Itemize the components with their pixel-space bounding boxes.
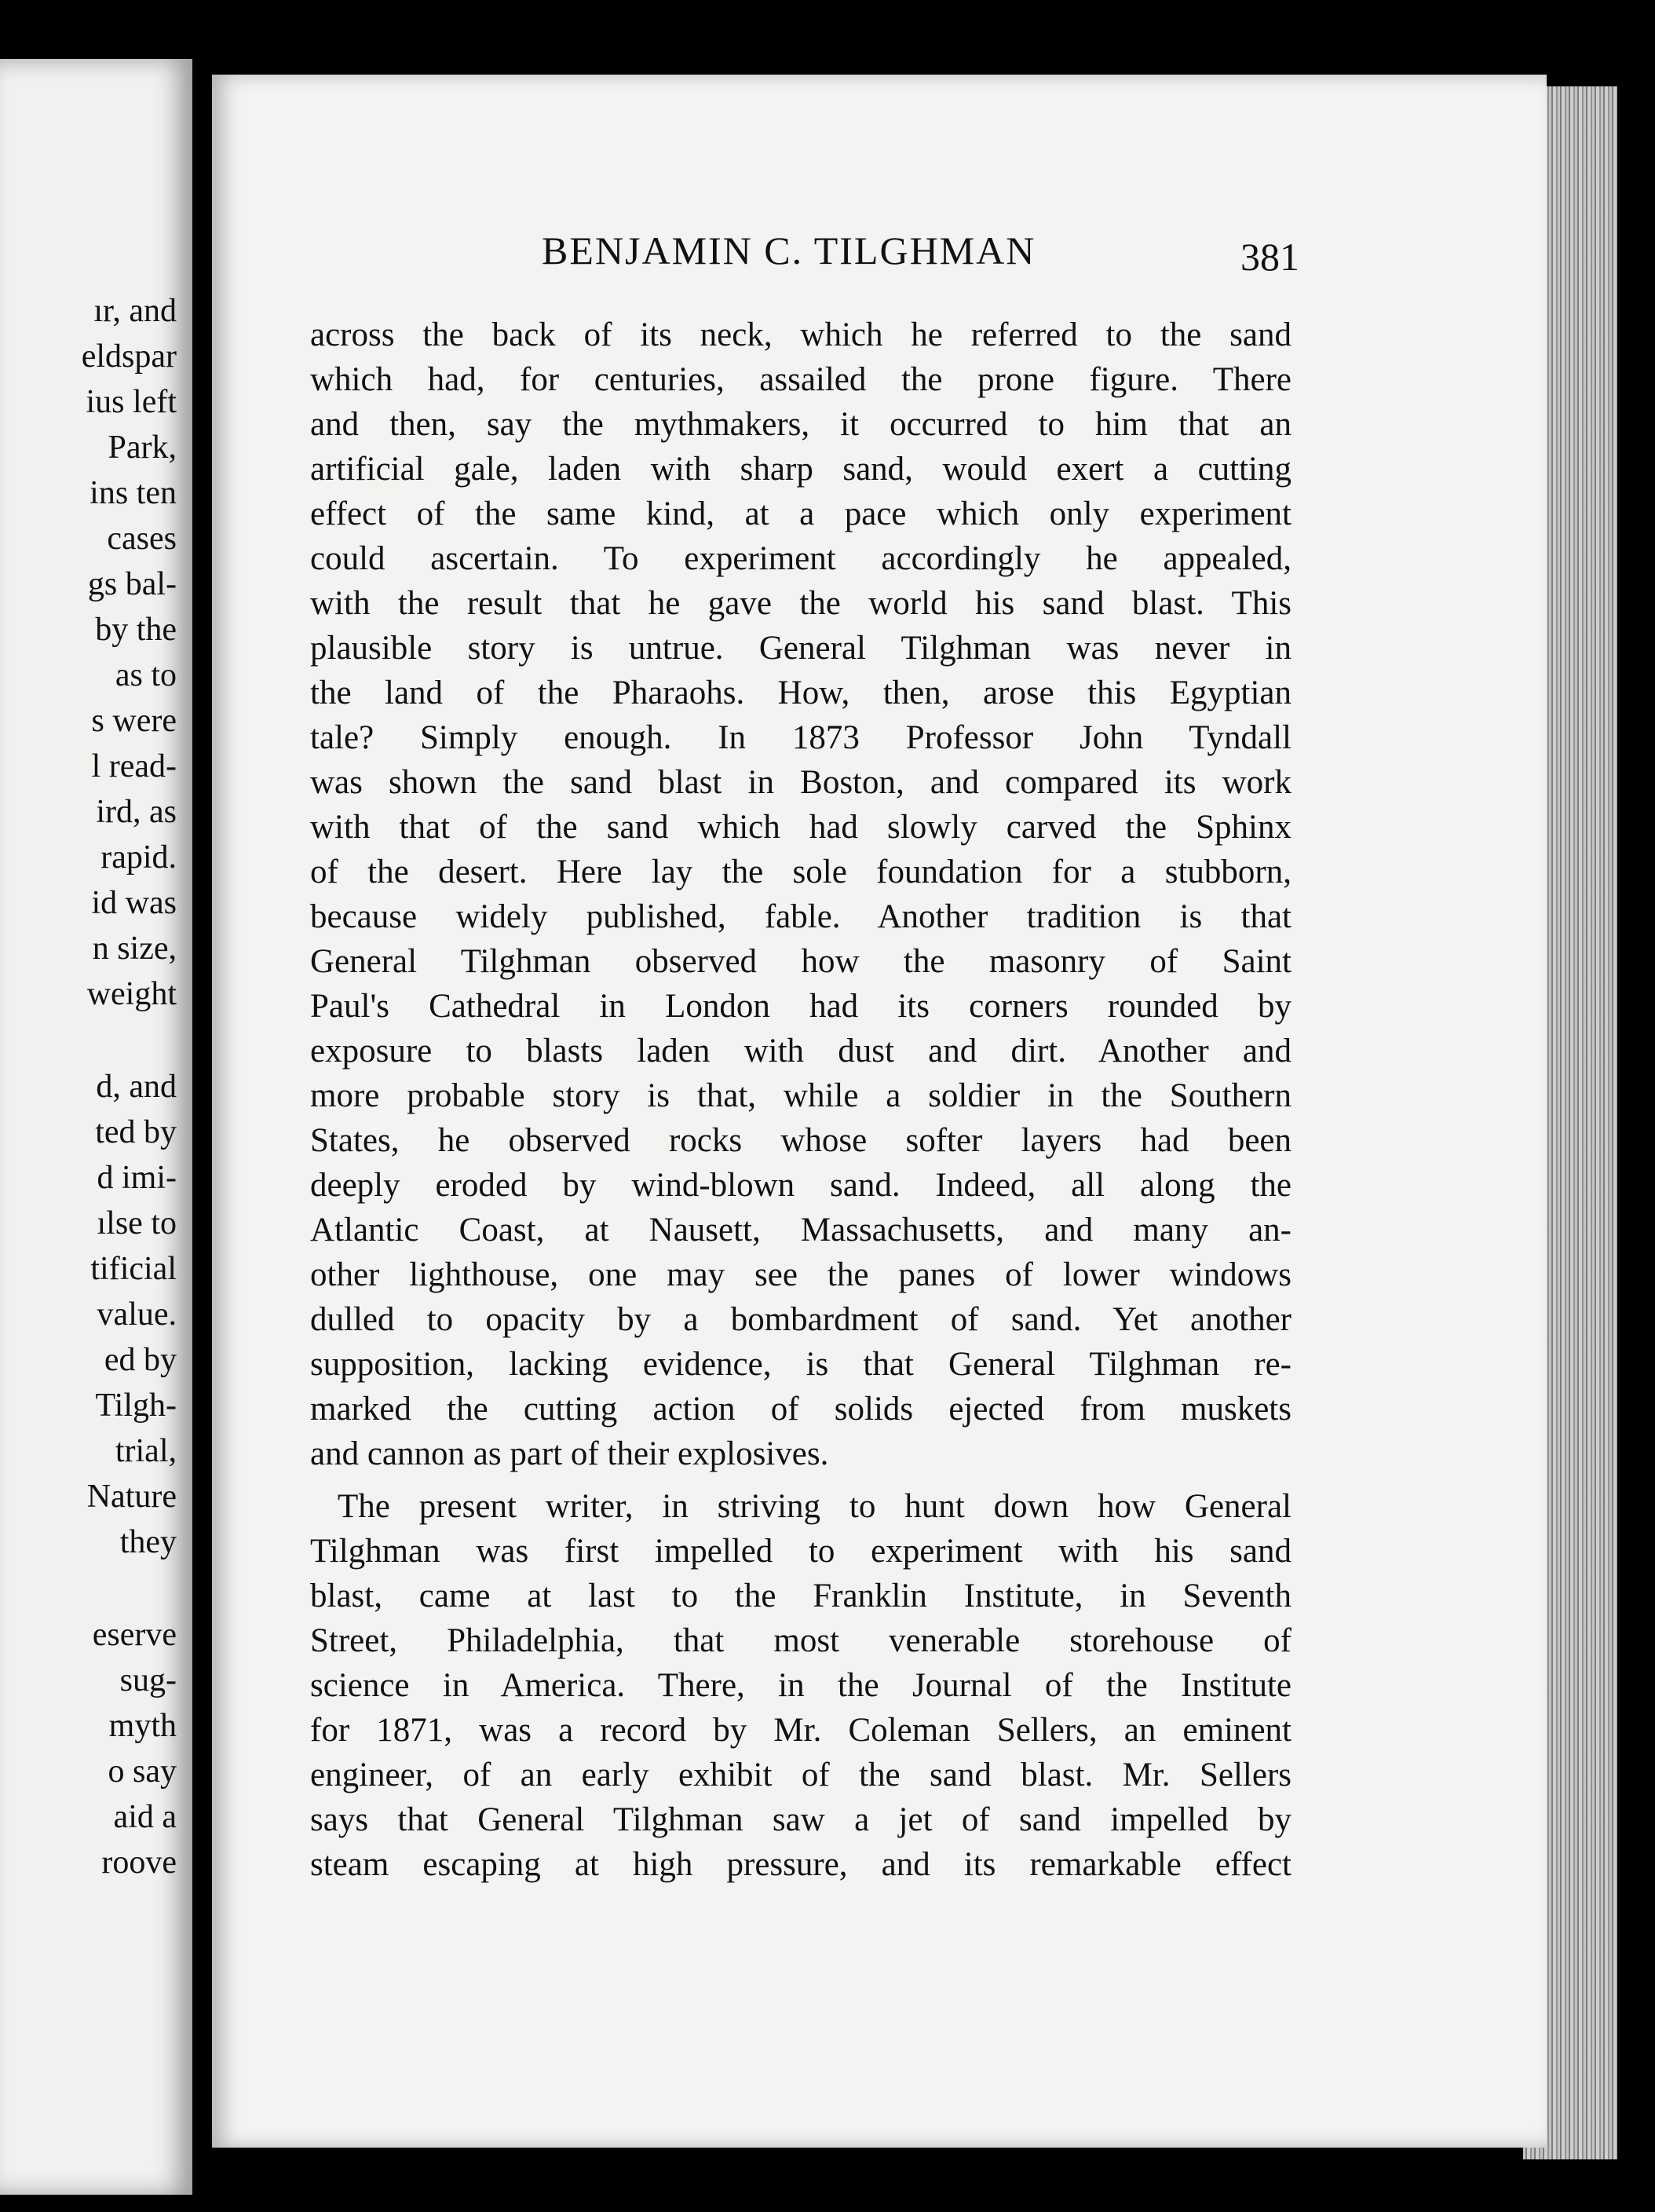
left-line: ius left bbox=[86, 384, 177, 420]
body-line: more probable story is that, while a soldier in the Southern bbox=[310, 1077, 1291, 1114]
left-line: rapid. bbox=[100, 839, 177, 876]
body-line: Tilghman was first impelled to experiment with his sand bbox=[310, 1533, 1291, 1570]
body-line: supposition, lacking evidence, is that General Tilghman re- bbox=[310, 1346, 1291, 1383]
left-line: eldspar bbox=[81, 338, 177, 375]
body-line: Atlantic Coast, at Nausett, Massachusetts, and many an- bbox=[310, 1212, 1291, 1249]
left-line: eserve bbox=[92, 1617, 177, 1653]
left-line: value. bbox=[97, 1296, 177, 1333]
left-line: sug- bbox=[119, 1662, 177, 1698]
body-line: blast, came at last to the Franklin Institute, in Seventh bbox=[310, 1578, 1291, 1614]
left-line: ır, and bbox=[93, 293, 177, 329]
left-line: Nature bbox=[86, 1479, 177, 1515]
left-line: tificial bbox=[90, 1251, 177, 1287]
left-line: id was bbox=[91, 885, 177, 921]
body-line: Paul's Cathedral in London had its corners rounded by bbox=[310, 988, 1291, 1025]
left-page-fragment bbox=[0, 59, 192, 2195]
body-line: Street, Philadelphia, that most venerable storehouse of bbox=[310, 1622, 1291, 1659]
left-line: ed by bbox=[104, 1342, 177, 1378]
left-line: l read- bbox=[91, 748, 177, 784]
body-line: plausible story is untrue. General Tilghman was never in bbox=[310, 630, 1291, 667]
body-line: effect of the same kind, at a pace which only experiment bbox=[310, 495, 1291, 532]
left-line: d, and bbox=[96, 1069, 177, 1105]
left-line: ins ten bbox=[90, 475, 177, 511]
left-line: cases bbox=[107, 521, 177, 557]
body-line: with the result that he gave the world his sand blast. This bbox=[310, 585, 1291, 622]
running-head: BENJAMIN C. TILGHMAN bbox=[542, 229, 1036, 272]
left-line: ted by bbox=[95, 1114, 177, 1150]
body-line: the land of the Pharaohs. How, then, arose this Egyptian bbox=[310, 675, 1291, 711]
left-line: roove bbox=[101, 1845, 177, 1881]
left-line: they bbox=[119, 1524, 177, 1560]
left-line: trial, bbox=[115, 1433, 177, 1469]
body-line: of the desert. Here lay the sole foundation for a stubborn, bbox=[310, 854, 1291, 890]
left-line: Park, bbox=[108, 430, 177, 466]
left-line: as to bbox=[115, 657, 177, 693]
left-line: n size, bbox=[92, 931, 177, 967]
body-line: was shown the sand blast in Boston, and compared its work bbox=[310, 764, 1291, 801]
left-line: o say bbox=[108, 1753, 177, 1790]
body-line: across the back of its neck, which he referred to the sand bbox=[310, 316, 1291, 353]
left-line: s were bbox=[91, 703, 177, 739]
body-line: which had, for centuries, assailed the prone figure. There bbox=[310, 361, 1291, 398]
left-line: aid a bbox=[113, 1799, 177, 1835]
body-line: General Tilghman observed how the masonry of Saint bbox=[310, 943, 1291, 980]
left-line: myth bbox=[108, 1708, 177, 1744]
body-line: marked the cutting action of solids ejected from muskets bbox=[310, 1391, 1291, 1428]
body-line: could ascertain. To experiment accordingly he appealed, bbox=[310, 540, 1291, 577]
left-line: Tilgh- bbox=[95, 1388, 177, 1424]
body-line: steam escaping at high pressure, and its remarkable effect bbox=[310, 1846, 1291, 1883]
body-line: tale? Simply enough. In 1873 Professor John Tyndall bbox=[310, 719, 1291, 756]
left-line: weight bbox=[86, 976, 177, 1012]
body-line: with that of the sand which had slowly carved the Sphinx bbox=[310, 809, 1291, 846]
left-line: ird, as bbox=[96, 794, 177, 830]
body-line: says that General Tilghman saw a jet of sand impelled by bbox=[310, 1801, 1291, 1838]
left-line: d imi- bbox=[97, 1160, 177, 1196]
left-line: ılse to bbox=[97, 1205, 177, 1241]
body-line: because widely published, fable. Another tradition is that bbox=[310, 898, 1291, 935]
body-line: engineer, of an early exhibit of the sand blast. Mr. Sellers bbox=[310, 1757, 1291, 1793]
body-line: exposure to blasts laden with dust and dirt. Another and bbox=[310, 1033, 1291, 1069]
left-line: gs bal- bbox=[87, 566, 177, 602]
body-line: and then, say the mythmakers, it occurred to him that an bbox=[310, 406, 1291, 443]
body-line: other lighthouse, one may see the panes of lower windows bbox=[310, 1256, 1291, 1293]
page-number: 381 bbox=[1240, 235, 1299, 279]
left-line: by the bbox=[95, 612, 177, 648]
body-line: States, he observed rocks whose softer layers had been bbox=[310, 1122, 1291, 1159]
body-line: The present writer, in striving to hunt down how General bbox=[338, 1488, 1291, 1525]
body-line: deeply eroded by wind-blown sand. Indeed, all along the bbox=[310, 1167, 1291, 1204]
body-line: science in America. There, in the Journal of the Institute bbox=[310, 1667, 1291, 1704]
body-line: for 1871, was a record by Mr. Coleman Sellers, an eminent bbox=[310, 1712, 1291, 1749]
body-line: dulled to opacity by a bombardment of sand. Yet another bbox=[310, 1301, 1291, 1338]
body-line: artificial gale, laden with sharp sand, would exert a cutting bbox=[310, 451, 1291, 488]
body-line: and cannon as part of their explosives. bbox=[310, 1435, 829, 1472]
